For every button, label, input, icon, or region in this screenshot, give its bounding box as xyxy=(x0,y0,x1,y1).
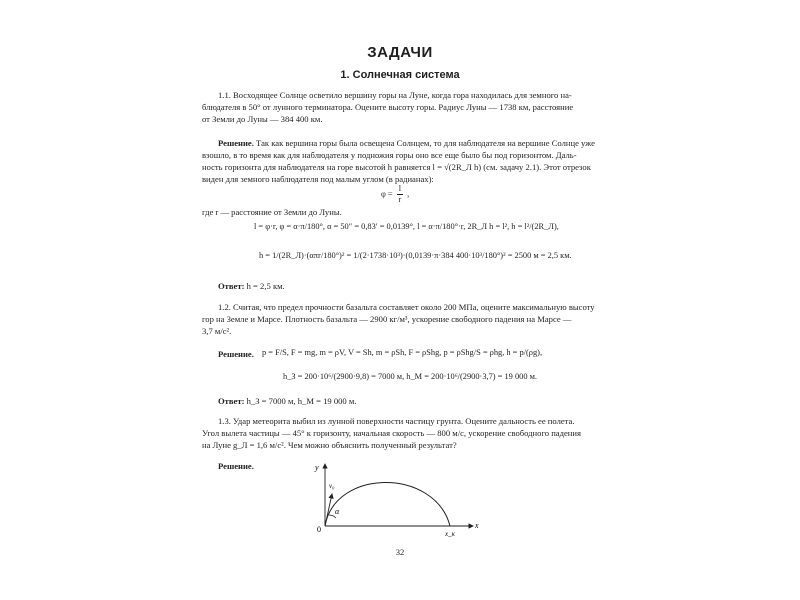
solution-label: Решение. xyxy=(218,138,254,148)
formula-tail: , xyxy=(407,189,410,199)
problem-text-line: 3,7 м/с². xyxy=(202,326,232,336)
solution-text: Так как вершина горы была освещена Солнцем, то для наблюдателя на вершине Солнце уже xyxy=(256,138,595,148)
fraction-denominator: r xyxy=(398,195,402,204)
formula-phi xyxy=(381,184,409,205)
solution-label: Решение. xyxy=(218,349,254,359)
formula-row: p = F/S, F = mg, m = ρV, V = Sh, m = ρSh, F = ρShg, p = ρShg/S = ρhg, h = p/(ρg), xyxy=(262,348,543,357)
range-label: x_к xyxy=(445,530,455,538)
solution-line xyxy=(218,460,254,472)
solution-label: Решение. xyxy=(218,461,254,471)
velocity-label: v₀ xyxy=(329,482,335,490)
answer-line xyxy=(218,395,356,407)
problem-text-line: 1.1. Восходящее Солнце осветило вершину горы на Луне, когда гора находилась для земного на- xyxy=(218,90,572,100)
answer-label: Ответ: xyxy=(218,396,245,406)
problem-text-line: блюдателя в 50° от лунного терминатора. Оцените высоту горы. Радиус Луны — 1738 км, расстояние xyxy=(202,102,574,112)
page-title: ЗАДАЧИ xyxy=(367,44,433,61)
fraction xyxy=(397,184,403,205)
solution-line xyxy=(218,348,254,360)
answer-line xyxy=(218,280,285,292)
solution-line: виден для земного наблюдателя под малым углом (в радианах): xyxy=(202,174,434,184)
origin-label: 0 xyxy=(317,525,321,534)
formula-row: h = 1/(2R_Л)·(απr/180°)² = 1/(2·1738·10³)·(0,0139·π·384 400·10³/180°)² = 2500 м = 2,5 км. xyxy=(259,251,572,260)
x-axis-label: x xyxy=(475,521,479,530)
problem-text-line: от Земли до Луны — 384 400 км. xyxy=(202,114,323,124)
solution-line xyxy=(218,137,595,149)
answer-label: Ответ: xyxy=(218,281,245,291)
problem-text-line: на Луне g_Л = 1,6 м/с². Чем можно объяснить полученный результат? xyxy=(202,440,457,450)
formula-row: l = φ·r, φ = α·π/180°, α = 50″ = 0,83′ = 0,0139°, l = α·π/180°·r, 2R_Л h = l², h = l²/(2R_Л), xyxy=(254,222,559,231)
solution-line: ность горизонта для наблюдателя на горе высотой h равняется l = √(2R_Л h) (см. задачу 2.1). Этот отрезок xyxy=(202,162,591,172)
problem-text-line: гор на Земле и Марсе. Плотность базальта — 2900 кг/м³, ускорение свободного падения на Марсе — xyxy=(202,314,572,324)
problem-text-line: 1.3. Удар метеорита выбил из лунной поверхности частицу грунта. Оцените дальность ее полета. xyxy=(218,416,575,426)
page-number: 32 xyxy=(395,547,405,557)
formula-lhs: φ = xyxy=(381,189,393,199)
fraction-numerator: l xyxy=(398,184,402,193)
trajectory-arc xyxy=(325,483,450,527)
answer-text: h_З = 7000 м, h_М = 19 000 м. xyxy=(246,396,357,406)
problem-text-line: Угол вылета частицы — 45° к горизонту, начальная скорость — 800 м/с, ускорение свободного падения xyxy=(202,428,581,438)
formula-row: h_З = 200·10⁶/(2900·9,8) = 7000 м, h_М = 200·10⁶/(2900·3,7) = 19 000 м. xyxy=(283,372,538,381)
y-axis-label: y xyxy=(315,463,319,472)
problem-text-line: 1.2. Считая, что предел прочности базальта составляет около 200 МПа, оцените максимальную высоту xyxy=(218,302,595,312)
section-title: 1. Солнечная система xyxy=(340,69,460,81)
trajectory-diagram xyxy=(305,458,485,538)
answer-text: h = 2,5 км. xyxy=(246,281,285,291)
where-line: где r — расстояние от Земли до Луны. xyxy=(202,207,342,217)
angle-label: α xyxy=(335,507,340,516)
solution-line: взошло, в то время как для наблюдателя у подножия горы оно все еще было бы под горизонтом. Даль- xyxy=(202,150,577,160)
